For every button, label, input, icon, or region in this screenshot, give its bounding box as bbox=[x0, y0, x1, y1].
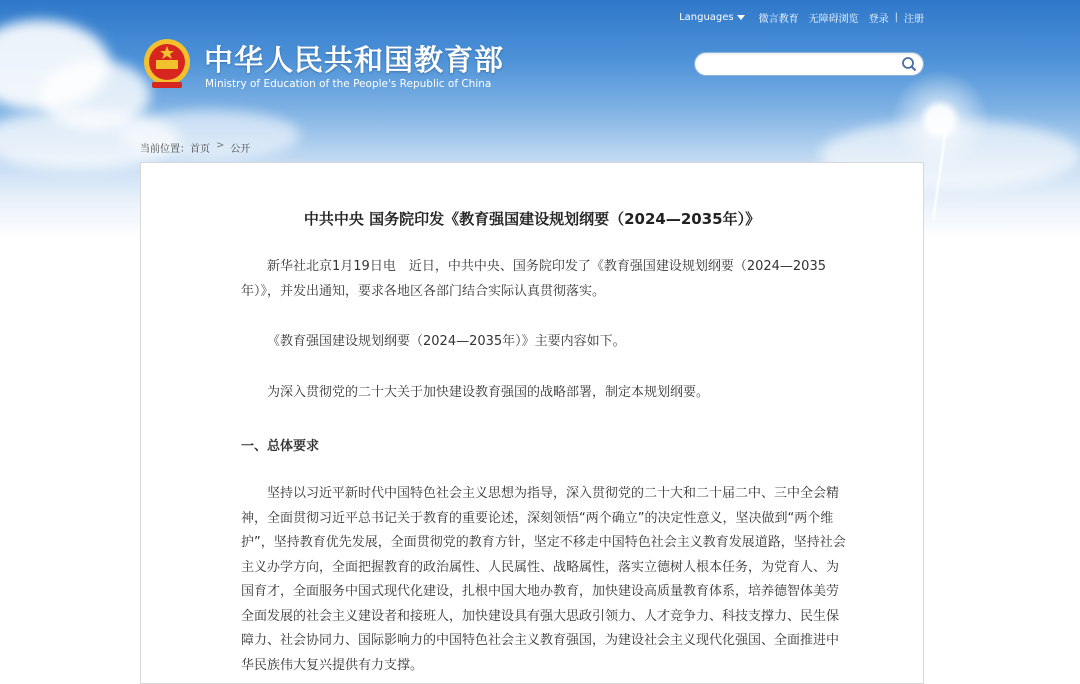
register-link[interactable]: 注册 bbox=[904, 14, 924, 25]
breadcrumb bbox=[140, 140, 250, 155]
dandelion-decoration bbox=[890, 70, 990, 170]
nav-separator: | bbox=[894, 12, 898, 23]
search-input[interactable] bbox=[705, 54, 899, 76]
site-title-cn: 中华人民共和国教育部 bbox=[204, 43, 505, 77]
languages-label: Languages bbox=[679, 12, 734, 23]
site-title-en: Ministry of Education of the People's Republic of China bbox=[205, 78, 492, 90]
article-paragraph: 坚持以习近平新时代中国特色社会主义思想为指导，深入贯彻党的二十大和二十届二中、三中全会精神，全面贯彻习近平总书记关于教育的重要论述，深刻领悟“两个确立”的决定性意义，坚决做到“两个维护”，坚持教育优先发展，全面贯彻党的教育方针，坚定不移走中国特色社会主义教育发展道路，坚持社会主义办学方向，全面把握教育的政治属性、人民属性、战略属性，落实立德树人根本任务，为党育人、为国育才，全面服务中国式现代化建设，扎根中国大地办教育，加快建设高质量教育体系，培养德智体美劳全面发展的社会主义建设者和接班人，加快建设具有强大思政引领力、人才竞争力、科技支撑力、民生保障力、社会协同力、国际影响力的中国特色社会主义教育强国，为建设社会主义现代化强国、全面推进中华民族伟大复兴提供有力支撑。 bbox=[241, 486, 846, 673]
search-icon[interactable] bbox=[901, 56, 917, 72]
national-emblem-icon bbox=[142, 36, 192, 92]
article-paragraph: 为深入贯彻党的二十大关于加快建设教育强国的战略部署，制定本规划纲要。 bbox=[267, 385, 710, 400]
search-box bbox=[694, 52, 924, 76]
article-paragraph: 新华社北京1月19日电 近日，中共中央、国务院印发了《教育强国建设规划纲要（2024—2035年）》，并发出通知，要求各地区各部门结合实际认真贯彻落实。 bbox=[241, 259, 826, 299]
login-link[interactable]: 登录 bbox=[868, 14, 889, 25]
article-paragraph: 《教育强国建设规划纲要（2024—2035年）》主要内容如下。 bbox=[267, 334, 626, 349]
article-title: 中共中央 国务院印发《教育强国建设规划纲要（2024—2035年）》 bbox=[303, 210, 761, 228]
section-heading: 一、总体要求 bbox=[241, 439, 320, 454]
article-container bbox=[140, 162, 924, 684]
breadcrumb-prefix: 当前位置： bbox=[140, 144, 190, 155]
accessible-browse-link[interactable]: 无障碍浏览 bbox=[808, 14, 859, 25]
breadcrumb-home[interactable]: 首页 bbox=[190, 144, 210, 155]
breadcrumb-chevron: > bbox=[216, 140, 225, 151]
weibo-link[interactable]: 微言教育 bbox=[758, 14, 799, 25]
top-navigation bbox=[669, 10, 924, 25]
breadcrumb-current[interactable]: 公开 bbox=[230, 144, 251, 155]
chevron-down-icon bbox=[737, 15, 745, 21]
languages-menu[interactable] bbox=[679, 12, 745, 23]
